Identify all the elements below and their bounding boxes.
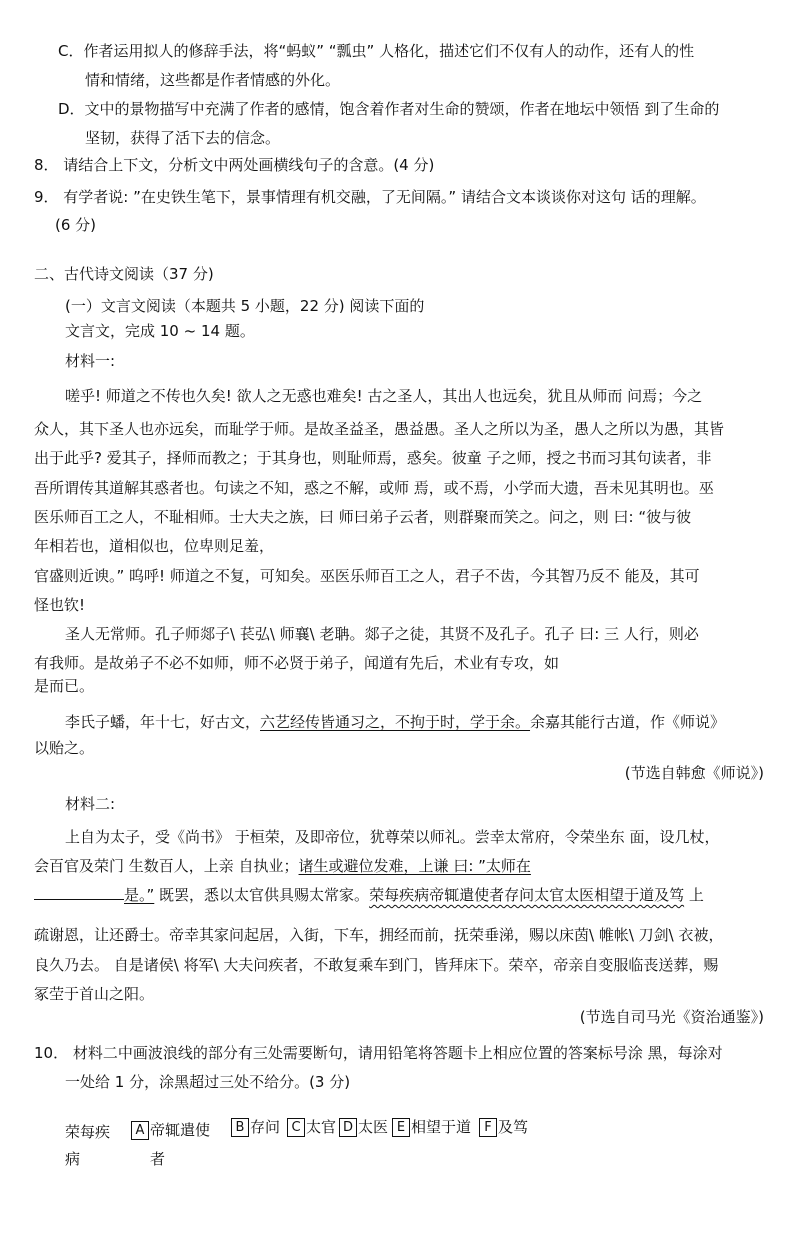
part-1-intro-line-2: 文言文，完成 10 ~ 14 题。	[65, 322, 255, 340]
question-10-line-2: 一处给 1 分，涂黑超过三处不给分。(3 分)	[65, 1073, 351, 1091]
answer-segment-e: 相望于道	[411, 1118, 472, 1136]
m2-underlined-sentence: 诸生或避位发难，上谦 曰: ”太师在	[298, 857, 531, 875]
answer-box-e[interactable]: E	[392, 1118, 410, 1137]
answer-box-b[interactable]: B	[231, 1118, 249, 1137]
option-d-line-2: 坚韧，获得了活下去的信念。	[85, 129, 281, 147]
m1-underlined-sentence: 六艺经传皆通习之，不拘于时，学于余。	[260, 713, 531, 731]
answer-box-d[interactable]: D	[339, 1118, 357, 1137]
answer-box-c[interactable]: C	[287, 1118, 305, 1137]
m1-p1-line: 出于此乎? 爱其子，择师而教之；于其身也，则耻师焉，惑矣。彼童 子之师，授之书而习其句读者，非	[34, 449, 712, 467]
answer-segment-0: 荣每疾	[65, 1123, 111, 1141]
m1-p1-line: 年相若也，道相似也，位卑则足羞，	[34, 537, 275, 555]
material-2-label: 材料二:	[65, 795, 116, 813]
underline-blank	[34, 885, 124, 900]
m1-p1-line: 医乐师百工之人，不耻相师。士大夫之族，曰 师曰弟子云者，则群聚而笑之。问之，则 曰: “彼与彼	[34, 508, 692, 526]
m1-p3-text-b: 余嘉其能行古道，作《师说》	[530, 713, 726, 731]
m1-source: (节选自韩愈《师说》)	[624, 764, 764, 782]
answer-box-a[interactable]: A	[131, 1121, 149, 1140]
m2-line-3-end: 上	[684, 886, 704, 904]
m2-line-2-text: 会百官及荣门 生数百人，上亲 自执业；	[34, 857, 299, 875]
answer-segment-d: 太医	[358, 1118, 389, 1136]
m1-p2-line: 有我师。是故弟子不必不如师，师不必贤于弟子，闻道有先后，术业有专攻，如	[34, 654, 560, 672]
question-10-line-1: 10． 材料二中画波浪线的部分有三处需要断句，请用铅笔将答题卡上相应位置的答案标号涂 黑，每涂对	[34, 1044, 723, 1062]
answer-group-a	[130, 1119, 210, 1141]
m1-p1-line: 怪也钦!	[34, 596, 86, 614]
m2-line-2	[34, 855, 531, 877]
question-9-line-2: (6 分)	[55, 216, 97, 234]
answer-segment-a-wrap: 者	[150, 1150, 166, 1168]
m1-p2-line: 是而已。	[34, 677, 95, 695]
m1-p3-text-a: 李氏子蟠，年十七，好古文，	[65, 713, 261, 731]
answer-group-e	[391, 1116, 471, 1138]
m2-source: (节选自司马光《资治通鉴》)	[579, 1008, 764, 1026]
m2-line-3-text: 既罢，悉以太官供具赐太常家。	[154, 886, 370, 904]
answer-segment-a: 帝辄遣使	[150, 1121, 211, 1139]
m1-p1-line: 吾所谓传其道解其惑者也。句读之不知，惑之不解，或师 焉，或不焉，小学而大遗，吾未见其明也。巫	[34, 479, 714, 497]
m1-p3-line-2: 以贻之。	[34, 739, 95, 757]
question-9-line-1: 9． 有学者说: ”在史铁生笔下，景事情理有机交融，了无间隔。” 请结合文本谈谈你对这句 话的理解。	[34, 188, 706, 206]
answer-group-d	[338, 1116, 388, 1138]
m2-line-3	[34, 884, 704, 906]
answer-box-f[interactable]: F	[479, 1118, 497, 1137]
m1-p3-line-1	[65, 711, 725, 733]
m1-p1-line: 嗟乎! 师道之不传也久矣! 欲人之无惑也难矣! 古之圣人，其出人也远矣，犹且从师而 问焉；今之	[65, 387, 703, 405]
answer-segment-c: 太官	[306, 1118, 337, 1136]
part-1-intro-line-1: (一）文言文阅读（本题共 5 小题，22 分) 阅读下面的	[65, 297, 425, 315]
answer-segment-0-wrap: 病	[65, 1150, 81, 1168]
answer-segment-b: 存问	[250, 1118, 281, 1136]
option-d-line-1: D．文中的景物描写中充满了作者的感情，饱含着作者对生命的赞颂，作者在地坛中领悟 到了生命的	[58, 100, 720, 118]
m2-wavy-sentence: 荣每疾病帝辄遣使者存问太官太医相望于道及笃	[369, 886, 685, 904]
m2-line-1: 上自为太子，受《尚书》 于桓荣，及即帝位，犹尊荣以师礼。尝幸太常府，令荣坐东 面，设几杖，	[65, 828, 720, 846]
m2-underlined-end: 是。”	[124, 886, 155, 904]
m2-line-5: 良久乃去。 自是诸侯\ 将军\ 大夫问疾者，不敢复乘车到门，皆拜床下。荣卒，帝亲自变服临丧送葬，赐	[34, 956, 719, 974]
m1-p1-line: 众人，其下圣人也亦远矣，而耻学于师。是故圣益圣，愚益愚。圣人之所以为圣，愚人之所以为愚，其皆	[34, 420, 725, 438]
m1-p1-line: 官盛则近谀。” 呜呼! 师道之不复，可知矣。巫医乐师百工之人，君子不齿，今其智乃反不 能及，其可	[34, 567, 700, 585]
option-c-line-1: C．作者运用拟人的修辞手法，将“蚂蚁” “瓢虫” 人格化，描述它们不仅有人的动作，还有人的性	[58, 42, 695, 60]
option-c-line-2: 情和情绪，这些都是作者情感的外化。	[85, 71, 341, 89]
material-1-label: 材料一:	[65, 352, 116, 370]
answer-segment-f: 及笃	[498, 1118, 529, 1136]
question-8: 8． 请结合上下文，分析文中两处画横线句子的含意。(4 分)	[34, 156, 435, 174]
answer-group-c	[286, 1116, 336, 1138]
m2-line-4: 疏谢恩，让还爵士。帝幸其家问起居，入街，下车，拥经而前，抚荣垂涕，赐以床茵\ 帷帐\ 刀剑\ 衣被，	[34, 926, 724, 944]
answer-group-f	[478, 1116, 528, 1138]
m2-line-6: 冢茔于首山之阳。	[34, 985, 155, 1003]
section-2-heading: 二、古代诗文阅读（37 分)	[34, 265, 214, 283]
m1-p2-line: 圣人无常师。孔子师郯子\ 苌弘\ 师襄\ 老聃。郯子之徒，其贤不及孔子。孔子 曰: 三 人行，则必	[65, 625, 699, 643]
answer-group-b	[230, 1116, 280, 1138]
